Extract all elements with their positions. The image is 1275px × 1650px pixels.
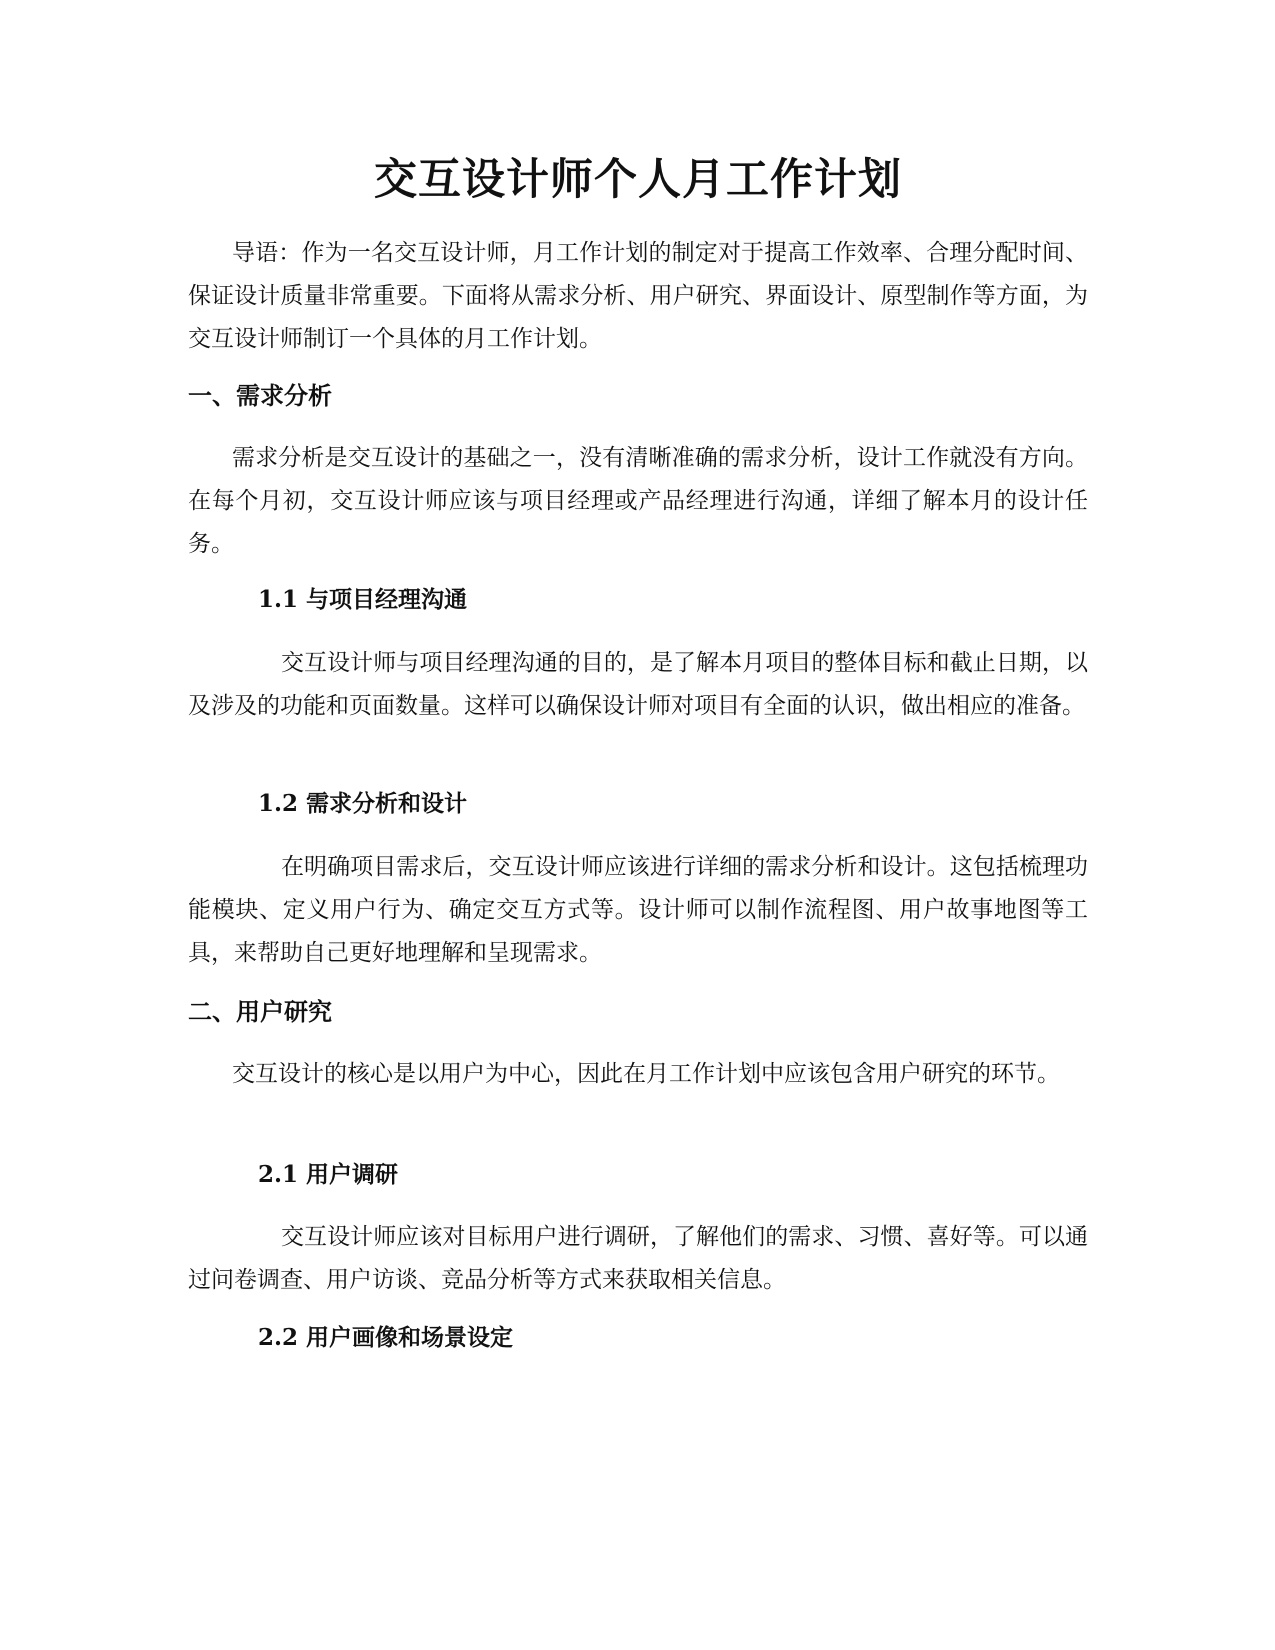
section-heading-requirements: 一、需求分析 [188, 382, 332, 410]
subsection-heading-2-1: 2.1 用户调研 [258, 1161, 399, 1188]
document-title: 交互设计师个人月工作计划 [374, 155, 902, 205]
subsection-body-2-1: 交互设计师应该对目标用户进行调研，了解他们的需求、习惯、喜好等。可以通过问卷调查、用户访谈、竞品分析等方式来获取相关信息。 [188, 1224, 1088, 1293]
section-heading-user-research: 二、用户研究 [188, 998, 332, 1026]
subsection-body-1-1: 交互设计师与项目经理沟通的目的，是了解本月项目的整体目标和截止日期，以及涉及的功能和页面数量。这样可以确保设计师对项目有全面的认识，做出相应的准备。 [188, 650, 1088, 719]
subsection-body-1-2: 在明确项目需求后，交互设计师应该进行详细的需求分析和设计。这包括梳理功能模块、定义用户行为、确定交互方式等。设计师可以制作流程图、用户故事地图等工具，来帮助自己更好地理解和呈现需求。 [188, 854, 1088, 966]
subsection-heading-1-1: 1.1 与项目经理沟通 [258, 586, 468, 613]
intro-paragraph: 导语：作为一名交互设计师，月工作计划的制定对于提高工作效率、合理分配时间、保证设计质量非常重要。下面将从需求分析、用户研究、界面设计、原型制作等方面，为交互设计师制订一个具体的月工作计划。 [188, 240, 1088, 352]
section-body-requirements: 需求分析是交互设计的基础之一，没有清晰准确的需求分析，设计工作就没有方向。在每个月初，交互设计师应该与项目经理或产品经理进行沟通，详细了解本月的设计任务。 [188, 445, 1088, 557]
subsection-heading-1-2: 1.2 需求分析和设计 [258, 790, 468, 817]
section-body-user-research: 交互设计的核心是以用户为中心，因此在月工作计划中应该包含用户研究的环节。 [232, 1061, 1060, 1087]
subsection-heading-2-2: 2.2 用户画像和场景设定 [258, 1324, 514, 1351]
